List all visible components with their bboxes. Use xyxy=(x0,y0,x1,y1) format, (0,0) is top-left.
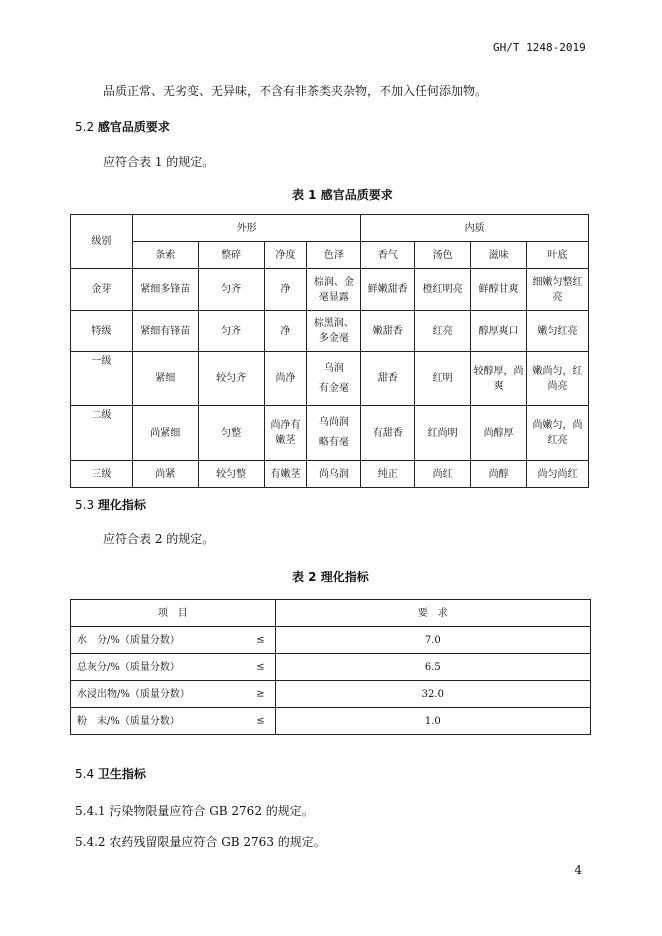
clause-5-4-1 xyxy=(75,802,314,819)
table-cell: 棕黑润、多金毫 xyxy=(307,311,361,352)
section-5-3-heading xyxy=(75,496,146,513)
item-cell xyxy=(71,627,276,654)
item-label: 总灰分/%（质量分数） xyxy=(77,661,180,673)
subheader: 汤色 xyxy=(415,242,471,269)
table-row xyxy=(71,352,589,406)
item-label: 水 分/%（质量分数） xyxy=(77,634,180,646)
table-cell: 嫩甜香 xyxy=(361,311,415,352)
table-cell: 匀齐 xyxy=(198,269,264,311)
section-number: 5.2 xyxy=(75,120,95,134)
table-row xyxy=(71,311,589,352)
comparison-symbol: ≥ xyxy=(256,688,265,700)
table-cell: 橙红明亮 xyxy=(415,269,471,311)
section-5-2-text: 应符合表 1 的规定。 xyxy=(103,155,215,169)
table-cell: 纯正 xyxy=(361,461,415,488)
table-cell: 醇厚爽口 xyxy=(471,311,527,352)
subheader: 滋味 xyxy=(471,242,527,269)
grade-cell: 金芽 xyxy=(71,269,133,311)
table-row xyxy=(71,269,589,311)
section-number: 5.4 xyxy=(75,767,95,781)
table-1-caption: 表 1 感官品质要求 xyxy=(292,188,393,202)
subheader: 净度 xyxy=(264,242,307,269)
table-cell: 细嫩匀整红亮 xyxy=(527,269,589,311)
table-cell: 尚红 xyxy=(415,461,471,488)
comparison-symbol: ≤ xyxy=(256,634,265,646)
table-cell: 较匀齐 xyxy=(198,352,264,406)
clause-text: 污染物限量应符合 GB 2762 的规定。 xyxy=(109,804,314,818)
section-title: 理化指标 xyxy=(97,498,146,512)
table-row xyxy=(71,654,591,681)
table-cell: 尚嫩匀，尚红亮 xyxy=(527,406,589,461)
table-cell: 尚净有嫩茎 xyxy=(264,406,307,461)
clause-number: 5.4.1 xyxy=(75,804,106,818)
page-number: 4 xyxy=(574,863,582,877)
intro-paragraph: 品质正常、无劣变、无异味，不含有非茶类夹杂物，不加入任何添加物。 xyxy=(103,84,488,98)
section-title: 感官品质要求 xyxy=(97,120,170,134)
subheader: 条索 xyxy=(132,242,198,269)
grade-cell: 二级 xyxy=(71,406,133,461)
table-cell: 匀整 xyxy=(198,406,264,461)
comparison-symbol: ≤ xyxy=(256,661,265,673)
clause-5-4-2 xyxy=(75,833,326,850)
table-cell: 红明 xyxy=(415,352,471,406)
table-cell: 红尚明 xyxy=(415,406,471,461)
header-item: 项 目 xyxy=(71,600,276,627)
table-cell: 净 xyxy=(264,311,307,352)
header-inner-quality: 内质 xyxy=(361,215,589,242)
table-row xyxy=(71,627,591,654)
section-5-3-text: 应符合表 2 的规定。 xyxy=(103,532,215,546)
value-cell: 6.5 xyxy=(275,654,590,681)
table-row xyxy=(71,681,591,708)
table-cell: 嫩尚匀，红尚亮 xyxy=(527,352,589,406)
table-cell: 棕润、金毫显露 xyxy=(307,269,361,311)
grade-cell: 一级 xyxy=(71,352,133,406)
table-cell: 尚匀尚红 xyxy=(527,461,589,488)
table-row xyxy=(71,708,591,735)
table-cell: 紧细有锋苗 xyxy=(132,311,198,352)
standard-code: GH/T 1248-2019 xyxy=(493,41,586,54)
section-5-4-heading xyxy=(75,765,146,782)
sensory-quality-table xyxy=(70,214,589,488)
comparison-symbol: ≤ xyxy=(256,715,265,727)
table-cell: 尚乌润 xyxy=(307,461,361,488)
item-cell xyxy=(71,681,276,708)
grade-cell: 特级 xyxy=(71,311,133,352)
table-cell: 鲜嫩甜香 xyxy=(361,269,415,311)
section-title: 卫生指标 xyxy=(97,767,146,781)
table-cell: 有甜香 xyxy=(361,406,415,461)
table-cell: 尚醇厚 xyxy=(471,406,527,461)
header-requirement: 要 求 xyxy=(275,600,590,627)
value-cell: 7.0 xyxy=(275,627,590,654)
table-cell: 尚净 xyxy=(264,352,307,406)
header-grade: 级别 xyxy=(71,215,133,269)
table-row xyxy=(71,461,589,488)
item-cell xyxy=(71,708,276,735)
table-cell: 较匀整 xyxy=(198,461,264,488)
value-cell: 1.0 xyxy=(275,708,590,735)
clause-number: 5.4.2 xyxy=(75,835,106,849)
table-cell: 匀齐 xyxy=(198,311,264,352)
header-outer-shape: 外形 xyxy=(132,215,361,242)
subheader: 叶底 xyxy=(527,242,589,269)
table-cell: 紧细多锋苗 xyxy=(132,269,198,311)
table-cell: 尚紧 xyxy=(132,461,198,488)
table-row xyxy=(71,406,589,461)
table-cell: 乌润 有金毫 xyxy=(307,352,361,406)
table-cell: 有嫩茎 xyxy=(264,461,307,488)
section-number: 5.3 xyxy=(75,498,95,512)
table-cell: 乌尚润 略有毫 xyxy=(307,406,361,461)
item-cell xyxy=(71,654,276,681)
subheader: 香气 xyxy=(361,242,415,269)
subheader: 色泽 xyxy=(307,242,361,269)
subheader: 整碎 xyxy=(198,242,264,269)
item-label: 水浸出物/%（质量分数） xyxy=(77,688,190,700)
table-cell: 净 xyxy=(264,269,307,311)
item-label: 粉 末/%（质量分数） xyxy=(77,715,180,727)
value-cell: 32.0 xyxy=(275,681,590,708)
grade-cell: 三级 xyxy=(71,461,133,488)
table-cell: 红亮 xyxy=(415,311,471,352)
table-cell: 甜香 xyxy=(361,352,415,406)
table-cell: 较醇厚，尚爽 xyxy=(471,352,527,406)
table-2-caption: 表 2 理化指标 xyxy=(292,570,369,584)
clause-text: 农药残留限量应符合 GB 2763 的规定。 xyxy=(109,835,326,849)
table-cell: 嫩匀红亮 xyxy=(527,311,589,352)
physicochemical-table xyxy=(70,599,591,735)
table-cell: 尚紧细 xyxy=(132,406,198,461)
section-5-2-heading xyxy=(75,118,170,135)
table-cell: 尚醇 xyxy=(471,461,527,488)
table-cell: 鲜醇甘爽 xyxy=(471,269,527,311)
table-cell: 紧细 xyxy=(132,352,198,406)
